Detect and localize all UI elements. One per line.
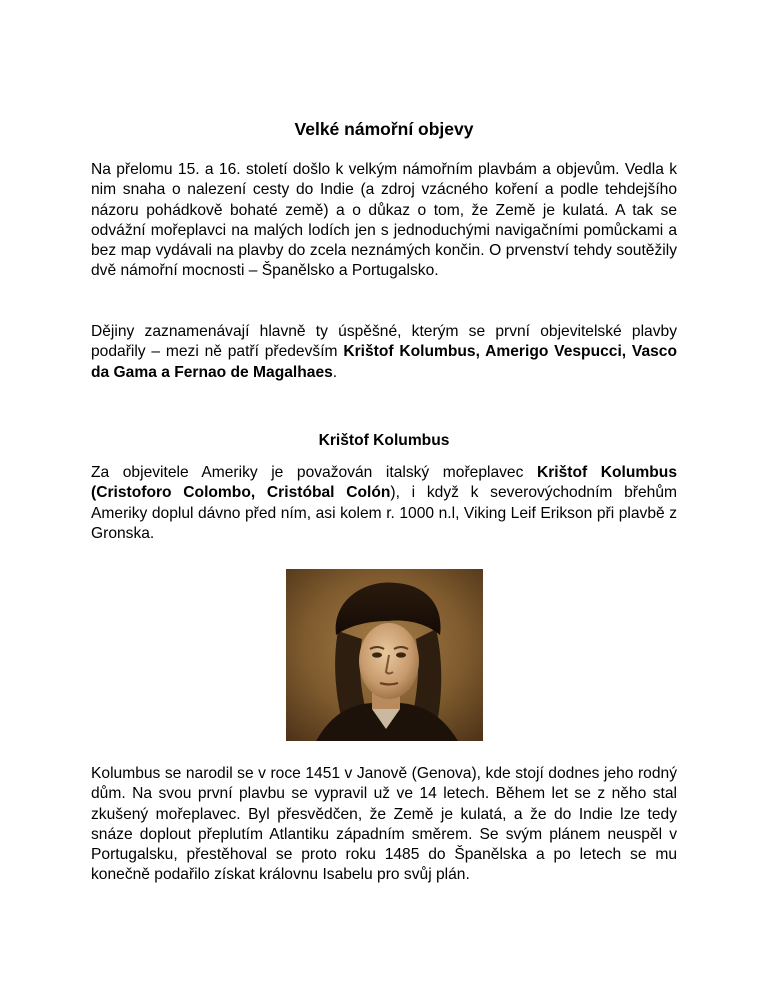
columbus-intro-paragraph: [91, 463, 677, 544]
columbus-portrait: [286, 569, 483, 741]
columbus-intro-text: Za objevitele Ameriky je považován italský mořeplavec: [91, 464, 537, 481]
columbus-biography-paragraph: Kolumbus se narodil se v roce 1451 v Janově (Genova), kde stojí dodnes jeho rodný dům. Na svou první plavbu se vypravil už ve 14 letech. Během let se z něho stal zkušený mořeplavec. Byl přesvědčen, že Země je kulatá, a že do Indie lze tedy snáze doplout přeplutím Atlantiku západním směrem. Se svým plánem neuspěl v Portugalsku, přestěhoval se proto roku 1485 do Španělska a po letech se mu konečně podařilo získat královnu Isabelu pro svůj plán.: [91, 765, 677, 884]
portrait-of-columbus-icon: [286, 569, 483, 741]
columbus-intro-end: ), i když k severovýchodním břehům Ameriky doplul dávno před ním, asi kolem r. 1000 n.l, Viking Leif Erikson při plavbě z Gronska.: [91, 484, 677, 542]
explorers-paragraph-text: Dějiny zaznamenávají hlavně ty úspěšné, kterým se první objevitelské plavby podařily – mezi ně patří především: [91, 323, 677, 361]
explorers-names: Krištof Kolumbus, Amerigo Vespucci, Vasco da Gama a Fernao de Magalhaes: [91, 343, 677, 381]
intro-paragraph: Na přelomu 15. a 16. století došlo k velkým námořním plavbám a objevům. Vedla k nim snaha o nalezení cesty do Indie (a zdroj vzácného koření a podle tehdejšího názoru pohádkově bohaté země) a o důkaz o tom, že Země je kulatá. A tak se odvážní mořeplavci na malých lodích jen s jednoduchými navigačními pomůckami a bez map vydávali na plavby do zcela neznámých končin. O prvenství tehdy soutěžily dvě námořní mocnosti – Španělsko a Portugalsko.: [91, 161, 677, 280]
section-title: Krištof Kolumbus: [318, 432, 450, 449]
explorers-paragraph-end: .: [332, 363, 338, 381]
document-title: Velké námořní objevy: [294, 119, 474, 139]
explorers-paragraph: [91, 322, 677, 383]
columbus-name: Krištof Kolumbus (Cristoforo Colombo, Cristóbal Colón: [91, 464, 678, 502]
